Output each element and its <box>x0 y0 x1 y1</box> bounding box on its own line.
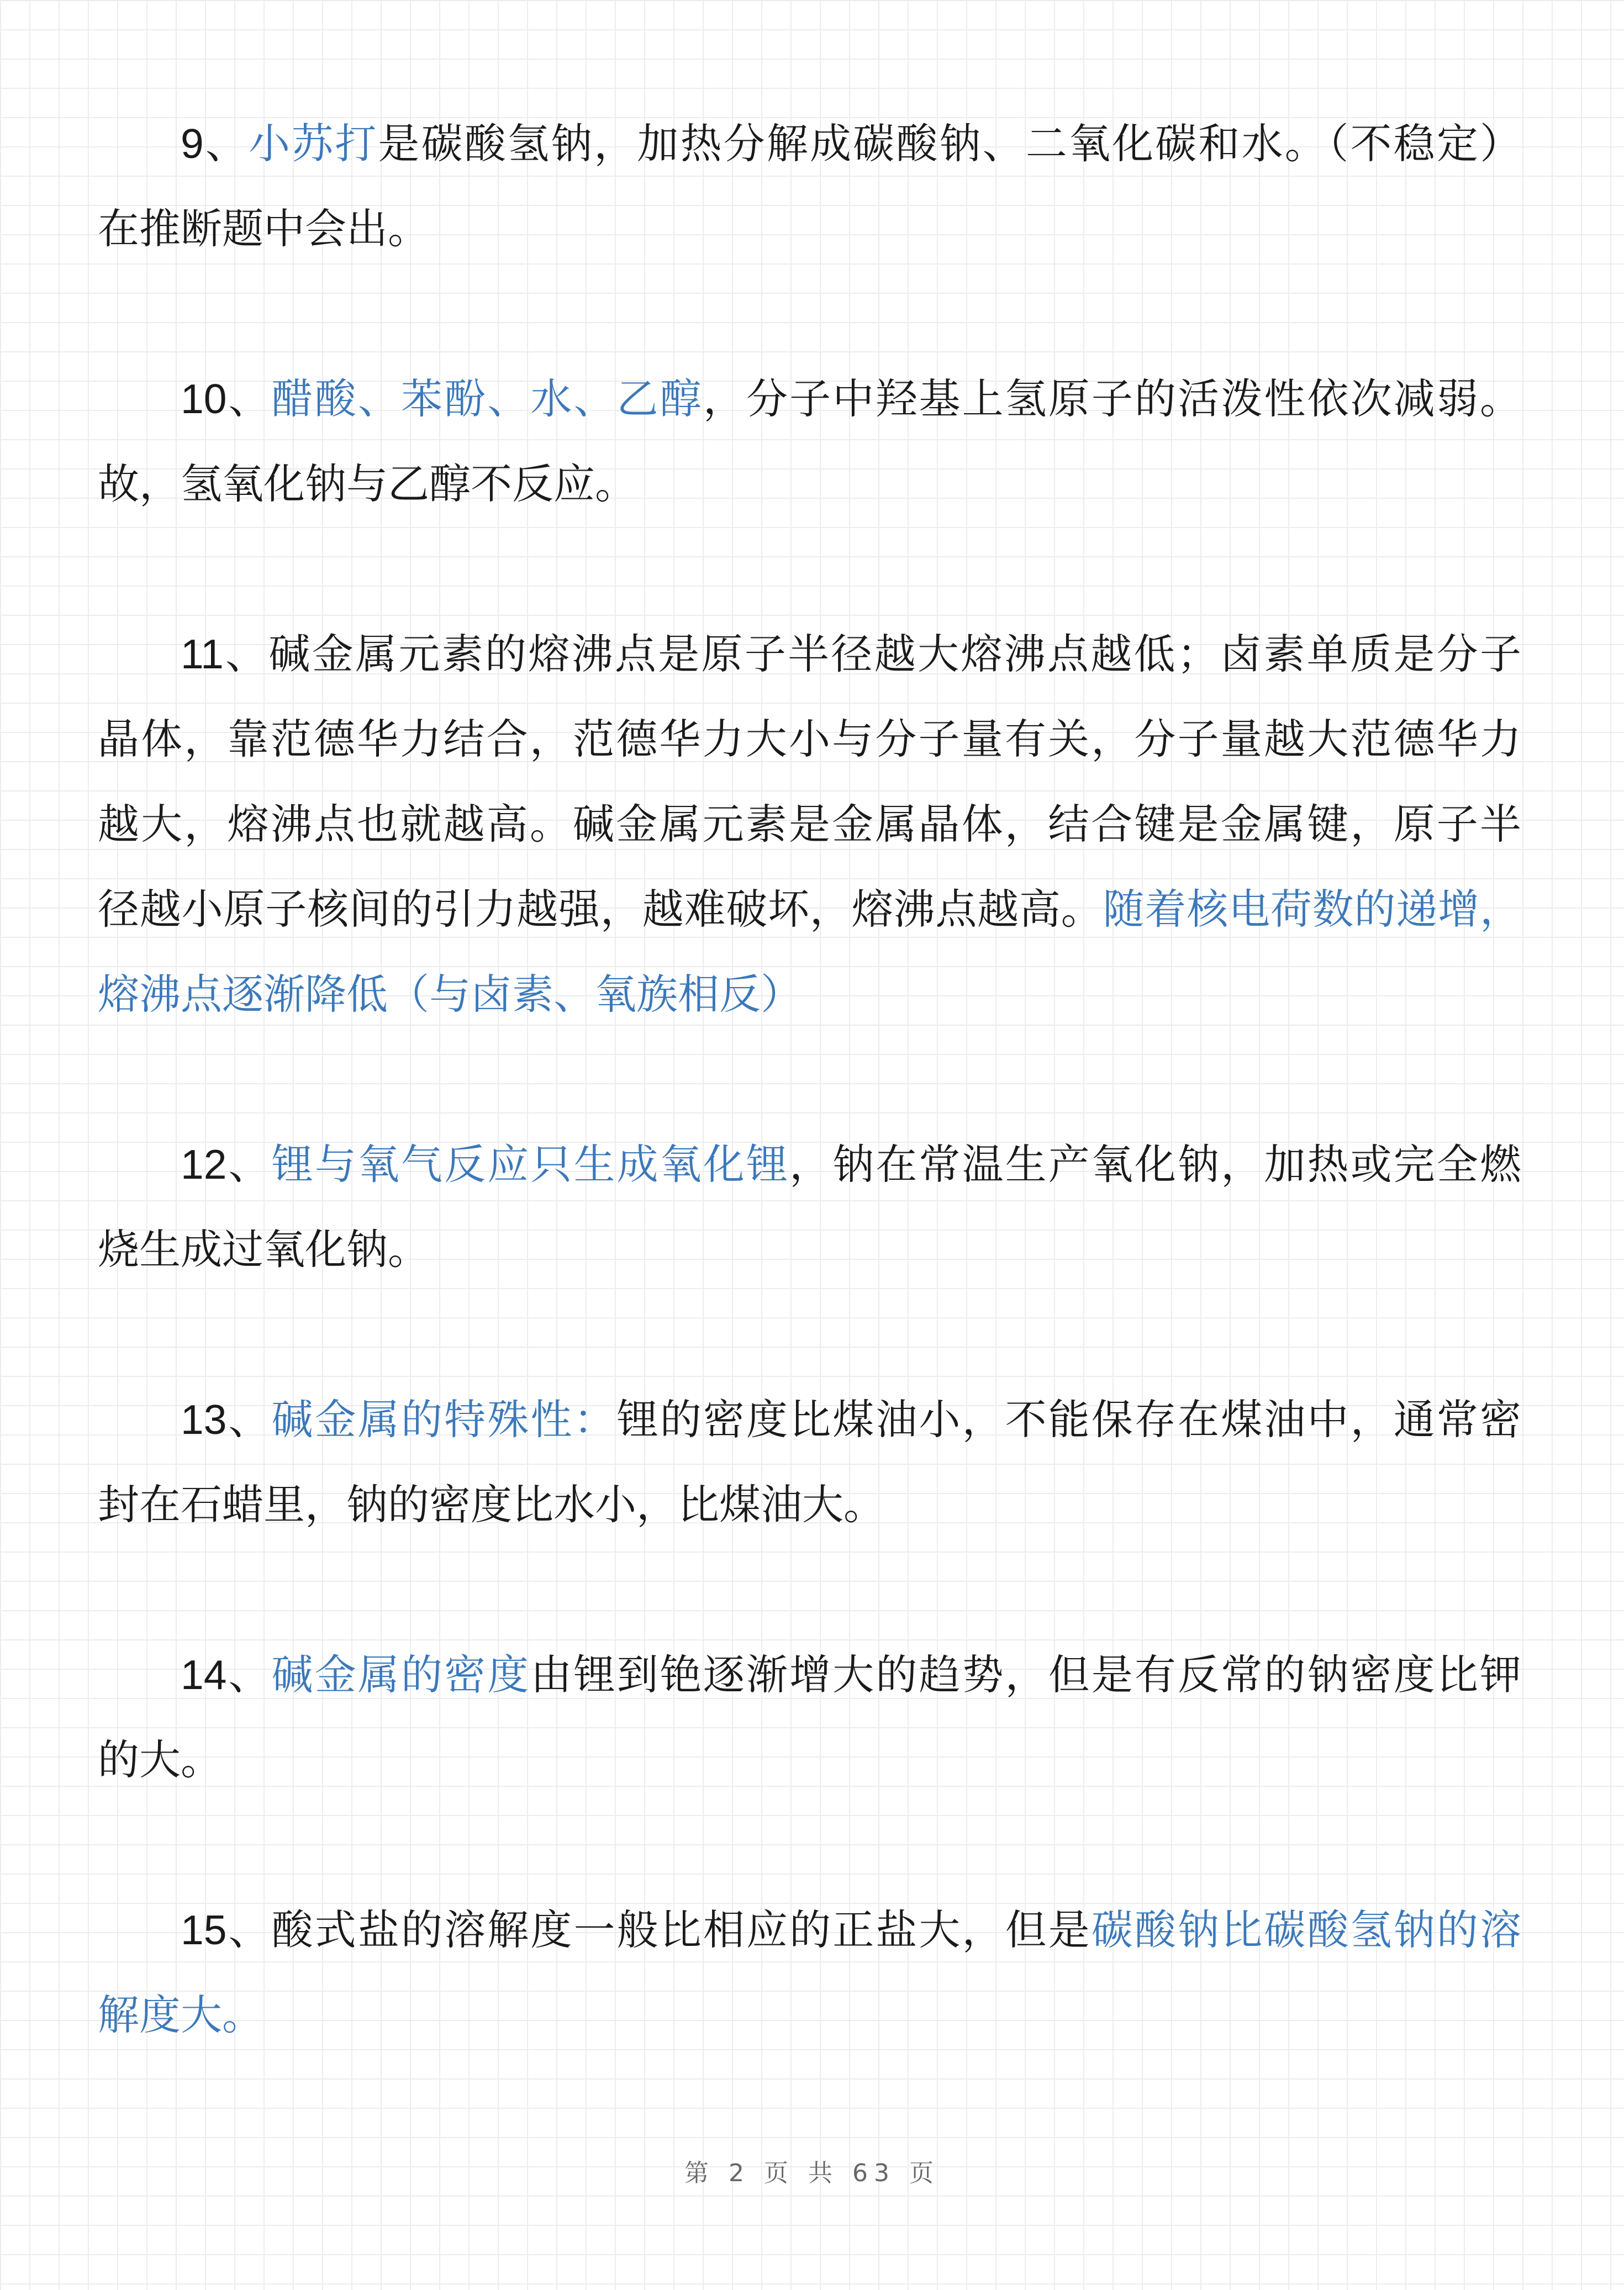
text-run: 14、 <box>181 1651 272 1698</box>
text-run: 10、 <box>181 376 272 422</box>
text-run: 在推断题中会出。 <box>98 205 430 252</box>
paragraph-item <box>98 611 1521 1037</box>
highlighted-text: 碱金属的特殊性： <box>271 1396 617 1443</box>
highlighted-text: 解度大。 <box>98 1992 264 2038</box>
text-run: 锂的密度比煤油小，不能保存在煤油中，通常密 <box>616 1396 1521 1443</box>
paragraph-item <box>98 1632 1521 1802</box>
highlighted-text: 碱金属的密度 <box>271 1651 531 1698</box>
highlighted-text: 随着核电荷数的递增， <box>1103 886 1521 932</box>
text-line <box>98 441 1521 526</box>
highlighted-text: 熔沸点逐渐降低（与卤素、氧族相反） <box>98 971 803 1017</box>
text-run: 的大。 <box>98 1737 223 1783</box>
text-run: 封在石蜡里，钠的密度比水小，比煤油大。 <box>98 1481 885 1528</box>
paragraph-item <box>98 356 1521 526</box>
text-line <box>98 186 1521 271</box>
text-run: 晶体，靠范德华力结合，范德华力大小与分子量有关，分子量越大范德华力 <box>98 716 1521 762</box>
text-run: 15、酸式盐的溶解度一般比相应的正盐大，但是 <box>181 1907 1092 1953</box>
paragraph-item <box>98 101 1521 271</box>
paragraph-item <box>98 1887 1521 2057</box>
text-run: 11、碱金属元素的熔沸点是原子半径越大熔沸点越低；卤素单质是分子 <box>181 631 1521 677</box>
text-line <box>98 1462 1521 1547</box>
text-line <box>98 1207 1521 1292</box>
text-line <box>98 952 1521 1037</box>
highlighted-text: 碳酸钠比碳酸氢钠的溶 <box>1091 1907 1521 1953</box>
text-line <box>98 1887 1521 1972</box>
text-line <box>98 356 1521 441</box>
text-run: 13、 <box>181 1396 272 1443</box>
highlighted-text: 锂与氧气反应只生成氧化锂 <box>271 1141 790 1188</box>
text-run: 由锂到铯逐渐增大的趋势，但是有反常的钠密度比钾 <box>530 1651 1521 1698</box>
text-line <box>98 611 1521 697</box>
text-run: 故，氢氧化钠与乙醇不反应。 <box>98 461 637 507</box>
text-run: 9、 <box>181 120 249 167</box>
text-run: 12、 <box>181 1141 272 1188</box>
highlighted-text: 小苏打 <box>249 120 378 167</box>
text-line <box>98 101 1521 186</box>
text-line <box>98 867 1521 952</box>
text-run: 是碳酸氢钠，加热分解成碳酸钠、二氧化碳和水。（不稳定） <box>378 120 1521 167</box>
paragraph-item <box>98 1122 1521 1292</box>
text-line <box>98 1122 1521 1207</box>
text-run: 越大，熔沸点也就越高。碱金属元素是金属晶体，结合键是金属键，原子半 <box>98 801 1521 847</box>
text-run: ，钠在常温生产氧化钠，加热或完全燃 <box>789 1141 1521 1188</box>
text-line <box>98 1972 1521 2057</box>
paragraph-item <box>98 1377 1521 1547</box>
page-number-footer: 第 2 页 共 63 页 <box>684 2159 940 2187</box>
text-line <box>98 1632 1521 1717</box>
highlighted-text: 醋酸、苯酚、水、乙醇 <box>271 376 703 422</box>
text-line <box>98 1377 1521 1462</box>
text-line <box>98 1717 1521 1802</box>
text-line <box>98 697 1521 782</box>
text-run: ，分子中羟基上氢原子的活泼性依次减弱。 <box>703 376 1521 422</box>
text-run: 烧生成过氧化钠。 <box>98 1226 430 1273</box>
text-line <box>98 782 1521 867</box>
document-body <box>98 101 1521 2143</box>
text-run: 径越小原子核间的引力越强，越难破坏，熔沸点越高。 <box>98 886 1103 932</box>
